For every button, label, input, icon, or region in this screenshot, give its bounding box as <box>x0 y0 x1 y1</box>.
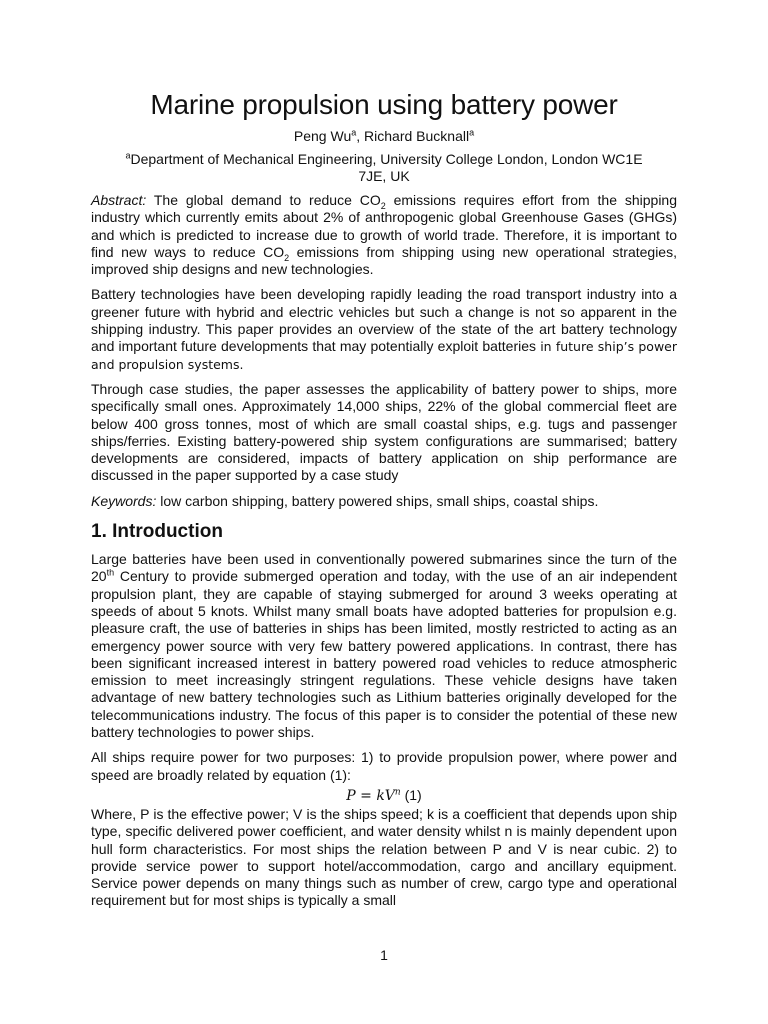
keywords: Keywords: low carbon shipping, battery powered ships, small ships, coastal ships. <box>91 492 599 509</box>
body-paragraph: Where, P is the effective power; V is the ships speed; k is a coefficient that depends upon ship type, specific delivered power coefficient, and water density whilst n is mainly dependent upon hull form characteristics. For most ships the relation between P and V is near cubic. 2) to provide service power to support hotel/accommodation, cargo and ancillary equipment. Service power depends on many things such as number of crew, cargo type and operational requirement but for most ships is typically a small <box>91 805 677 909</box>
author-name: Peng Wu <box>293 128 352 144</box>
paper-title: Marine propulsion using battery power <box>150 89 618 120</box>
authors <box>91 127 677 145</box>
body-paragraph: All ships require power for two purposes: 1) to provide propulsion power, where power and speed are broadly related by equation (1): <box>91 749 677 783</box>
affiliation-line: $^a$Department of Mechanical Engineering, University College London, London WC1E <box>125 150 643 167</box>
equation-number: (1) <box>400 786 422 803</box>
affiliation-line: 7JE, UK <box>358 168 410 184</box>
keywords-label: Keywords: <box>91 492 157 509</box>
abstract-paragraph: Through case studies, the paper assesses the applicability of battery power to ships, more specifically small ones. Approximately 14,000 ships, 22% of the global commercial fleet are below 400 gross tonnes, most of which are small coastal ships, e.g. tugs and passenger ships/ferries. Existing battery-powered ship system configurations are summarised; battery developments are considered, impacts of battery application on ship performance are discussed in the paper supported by a case study <box>91 380 677 484</box>
page-number: 1 <box>380 947 388 963</box>
body-paragraph: Large batteries have been used in conventionally powered submarines since the turn of the 20th Century to provide submerged operation and today, with the use of an air independent propulsion plant, they are capable of staying submerged for around 3 weeks operating at speeds of about 5 knots. Whilst many small boats have adopted batteries for propulsion e.g. pleasure craft, the use of batteries in ships has been limited, mostly restricted to acting as an emergency power source with very few battery powered applications. In contrast, there has been significant increased interest in battery powered road vehicles to reduce atmospheric emission to meet increasingly stringent regulations. These vehicle designs have taken advantage of new battery technologies such as Lithium batteries originally developed for the telecommunications industry. The focus of this paper is to consider the potential of these new battery technologies to power ships. <box>91 551 677 741</box>
abstract-label: Abstract: <box>91 192 147 208</box>
affiliation <box>91 151 677 185</box>
affiliation-marker: a <box>125 150 131 161</box>
author-name: Richard Bucknall <box>364 128 470 144</box>
abstract-paragraph: Abstract: The global demand to reduce $CO_2$ emissions requires effort from the shipping industry which currently emits about 2% of anthropogenic global Greenhouse Gases (GHGs) and which is predicted to increase due to growth of world trade. Therefore, it is important to find new ways to reduce $CO_2$ emissions from shipping using new operational strategies, improved ship designs and new technologies. <box>91 192 678 278</box>
affiliation-marker: a <box>351 127 357 138</box>
author-separator: , <box>356 128 365 144</box>
equation: $P = kV^n$ (1) <box>346 786 422 804</box>
affiliation-marker: a <box>469 127 475 138</box>
abstract-paragraph: Battery technologies have been developing rapidly leading the road transport industry into a greener future with hybrid and electric vehicles but such a change is not so apparent in the shipping industry. This paper provides an overview of the state of the art battery technology and important future developments that may potentially exploit batteries in future ship’s power and propulsion systems. <box>91 286 677 372</box>
section-heading: 1. Introduction <box>91 521 223 543</box>
